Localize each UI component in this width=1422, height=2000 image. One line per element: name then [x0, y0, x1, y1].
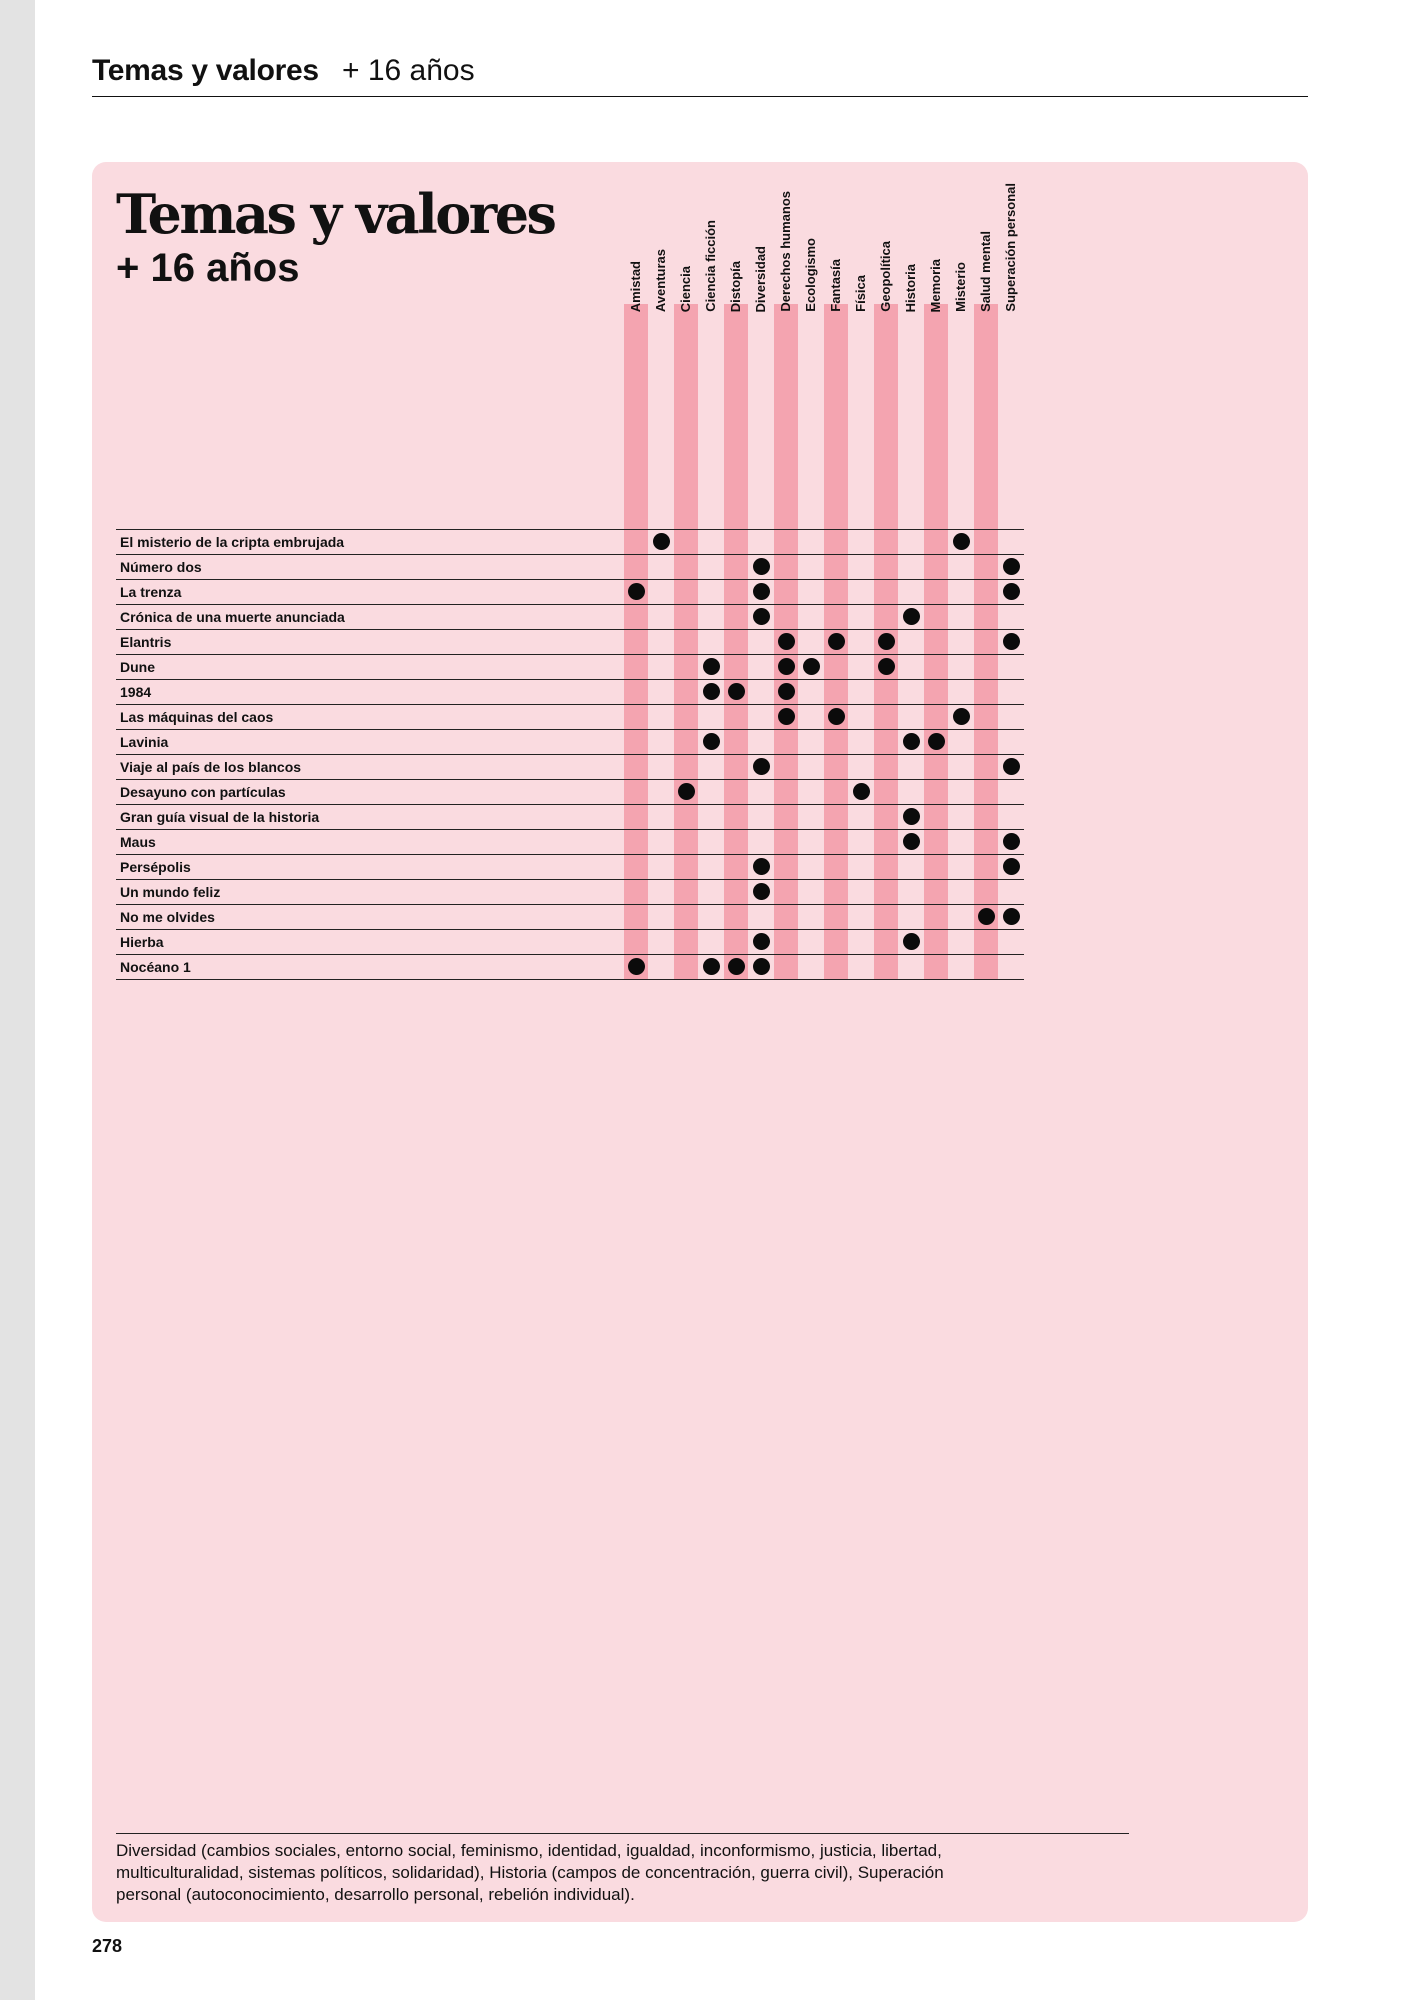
- row-divider: [116, 604, 1024, 605]
- row-divider: [116, 854, 1024, 855]
- dot-la-trenza-superacion-personal: [1003, 583, 1020, 600]
- column-label-aventuras: Aventuras: [653, 248, 668, 312]
- dot-maus-superacion-personal: [1003, 833, 1020, 850]
- row-label-numero-dos: Número dos: [120, 559, 202, 575]
- row-divider: [116, 904, 1024, 905]
- dot-1984-derechos-humanos: [778, 683, 795, 700]
- dot-el-misterio-de-la-cripta-embrujada-aventuras: [653, 533, 670, 550]
- column-label-diversidad: Diversidad: [753, 245, 768, 312]
- column-label-derechos-humanos: Derechos humanos: [778, 191, 793, 312]
- row-divider: [116, 829, 1024, 830]
- dot-hierba-diversidad: [753, 933, 770, 950]
- dot-elantris-fantasia: [828, 633, 845, 650]
- dot-las-maquinas-del-caos-fantasia: [828, 708, 845, 725]
- dot-un-mundo-feliz-diversidad: [753, 883, 770, 900]
- row-label-un-mundo-feliz: Un mundo feliz: [120, 884, 221, 900]
- column-label-amistad: Amistad: [628, 260, 643, 312]
- dot-noceano-1-amistad: [628, 958, 645, 975]
- row-divider: [116, 629, 1024, 630]
- dot-no-me-olvides-superacion-personal: [1003, 908, 1020, 925]
- dot-lavinia-memoria: [928, 733, 945, 750]
- column-label-distopia: Distopía: [728, 260, 743, 312]
- footnote-rule: [116, 1833, 1129, 1834]
- dot-no-me-olvides-salud-mental: [978, 908, 995, 925]
- dot-elantris-geopolitica: [878, 633, 895, 650]
- dot-numero-dos-superacion-personal: [1003, 558, 1020, 575]
- dot-dune-ciencia-ficcion: [703, 658, 720, 675]
- dot-persepolis-superacion-personal: [1003, 858, 1020, 875]
- themes-matrix: [92, 162, 1308, 1162]
- dot-lavinia-ciencia-ficcion: [703, 733, 720, 750]
- dot-la-trenza-diversidad: [753, 583, 770, 600]
- dot-noceano-1-distopia: [728, 958, 745, 975]
- dot-el-misterio-de-la-cripta-embrujada-misterio: [953, 533, 970, 550]
- row-divider: [116, 579, 1024, 580]
- dot-dune-geopolitica: [878, 658, 895, 675]
- row-divider: [116, 704, 1024, 705]
- dot-la-trenza-amistad: [628, 583, 645, 600]
- column-label-fantasia: Fantasía: [828, 259, 843, 312]
- dot-maus-historia: [903, 833, 920, 850]
- dot-dune-ecologismo: [803, 658, 820, 675]
- panel-subtitle: + 16 años: [116, 246, 300, 290]
- row-divider: [116, 929, 1024, 930]
- column-label-ecologismo: Ecologismo: [803, 238, 818, 312]
- column-label-ciencia-ficcion: Ciencia ficción: [703, 220, 718, 312]
- dot-gran-guia-visual-de-la-historia-historia: [903, 808, 920, 825]
- footnote: Diversidad (cambios sociales, entorno social, feminismo, identidad, igualdad, inconformismo, justicia, libertad, multiculturalidad, sistemas políticos, solidaridad), Historia (campos de concentración, guerra civil), Superación personal (autoconocimiento, desarrollo personal, rebelión individual).: [116, 1841, 944, 1904]
- row-label-desayuno-con-particulas: Desayuno con partículas: [120, 784, 286, 800]
- dot-numero-dos-diversidad: [753, 558, 770, 575]
- row-label-no-me-olvides: No me olvides: [120, 909, 215, 925]
- row-divider: [116, 654, 1024, 655]
- running-header: [92, 50, 1308, 97]
- dot-hierba-historia: [903, 933, 920, 950]
- page-number: 278: [92, 1936, 123, 1956]
- row-divider: [116, 529, 1024, 530]
- themes-panel: [92, 162, 1308, 1922]
- dot-1984-distopia: [728, 683, 745, 700]
- row-divider: [116, 679, 1024, 680]
- row-divider: [116, 804, 1024, 805]
- row-label-el-misterio-de-la-cripta-embrujada: El misterio de la cripta embrujada: [120, 534, 345, 550]
- dot-elantris-derechos-humanos: [778, 633, 795, 650]
- column-label-superacion-personal: Superación personal: [1003, 183, 1018, 312]
- row-divider: [116, 729, 1024, 730]
- row-label-gran-guia-visual-de-la-historia: Gran guía visual de la historia: [120, 809, 320, 825]
- row-label-1984: 1984: [120, 684, 152, 700]
- row-label-las-maquinas-del-caos: Las máquinas del caos: [120, 709, 274, 725]
- dot-las-maquinas-del-caos-misterio: [953, 708, 970, 725]
- dot-noceano-1-diversidad: [753, 958, 770, 975]
- dot-viaje-al-pais-de-los-blancos-diversidad: [753, 758, 770, 775]
- row-label-persepolis: Persépolis: [120, 859, 191, 875]
- running-header-subtitle: + 16 años: [342, 54, 475, 87]
- dot-elantris-superacion-personal: [1003, 633, 1020, 650]
- dot-1984-ciencia-ficcion: [703, 683, 720, 700]
- panel-title: Temas y valores: [116, 182, 555, 246]
- row-label-la-trenza: La trenza: [120, 584, 182, 600]
- dot-viaje-al-pais-de-los-blancos-superacion-personal: [1003, 758, 1020, 775]
- dot-dune-derechos-humanos: [778, 658, 795, 675]
- row-label-hierba: Hierba: [120, 934, 164, 950]
- dot-desayuno-con-particulas-fisica: [853, 783, 870, 800]
- column-label-memoria: Memoria: [928, 258, 943, 312]
- row-divider: [116, 879, 1024, 880]
- row-divider: [116, 554, 1024, 555]
- column-label-ciencia: Ciencia: [678, 265, 693, 312]
- dot-desayuno-con-particulas-ciencia: [678, 783, 695, 800]
- column-label-fisica: Física: [853, 275, 868, 312]
- column-label-geopolitica: Geopolítica: [878, 241, 893, 312]
- dot-persepolis-diversidad: [753, 858, 770, 875]
- row-divider: [116, 954, 1024, 955]
- dot-cronica-de-una-muerte-anunciada-diversidad: [753, 608, 770, 625]
- column-label-historia: Historia: [903, 263, 918, 312]
- row-divider: [116, 779, 1024, 780]
- column-label-misterio: Misterio: [953, 262, 968, 312]
- page-gutter: [0, 0, 35, 2000]
- row-label-cronica-de-una-muerte-anunciada: Crónica de una muerte anunciada: [120, 609, 345, 625]
- row-divider-bottom: [116, 979, 1024, 980]
- row-label-maus: Maus: [120, 834, 156, 850]
- column-label-salud-mental: Salud mental: [978, 231, 993, 312]
- row-label-lavinia: Lavinia: [120, 734, 169, 750]
- row-label-noceano-1: Nocéano 1: [120, 959, 191, 975]
- dot-cronica-de-una-muerte-anunciada-historia: [903, 608, 920, 625]
- row-label-elantris: Elantris: [120, 634, 172, 650]
- row-label-viaje-al-pais-de-los-blancos: Viaje al país de los blancos: [120, 759, 302, 775]
- dot-lavinia-historia: [903, 733, 920, 750]
- running-header-title: Temas y valores: [92, 54, 319, 87]
- row-divider: [116, 754, 1024, 755]
- row-label-dune: Dune: [120, 659, 155, 675]
- dot-las-maquinas-del-caos-derechos-humanos: [778, 708, 795, 725]
- dot-noceano-1-ciencia-ficcion: [703, 958, 720, 975]
